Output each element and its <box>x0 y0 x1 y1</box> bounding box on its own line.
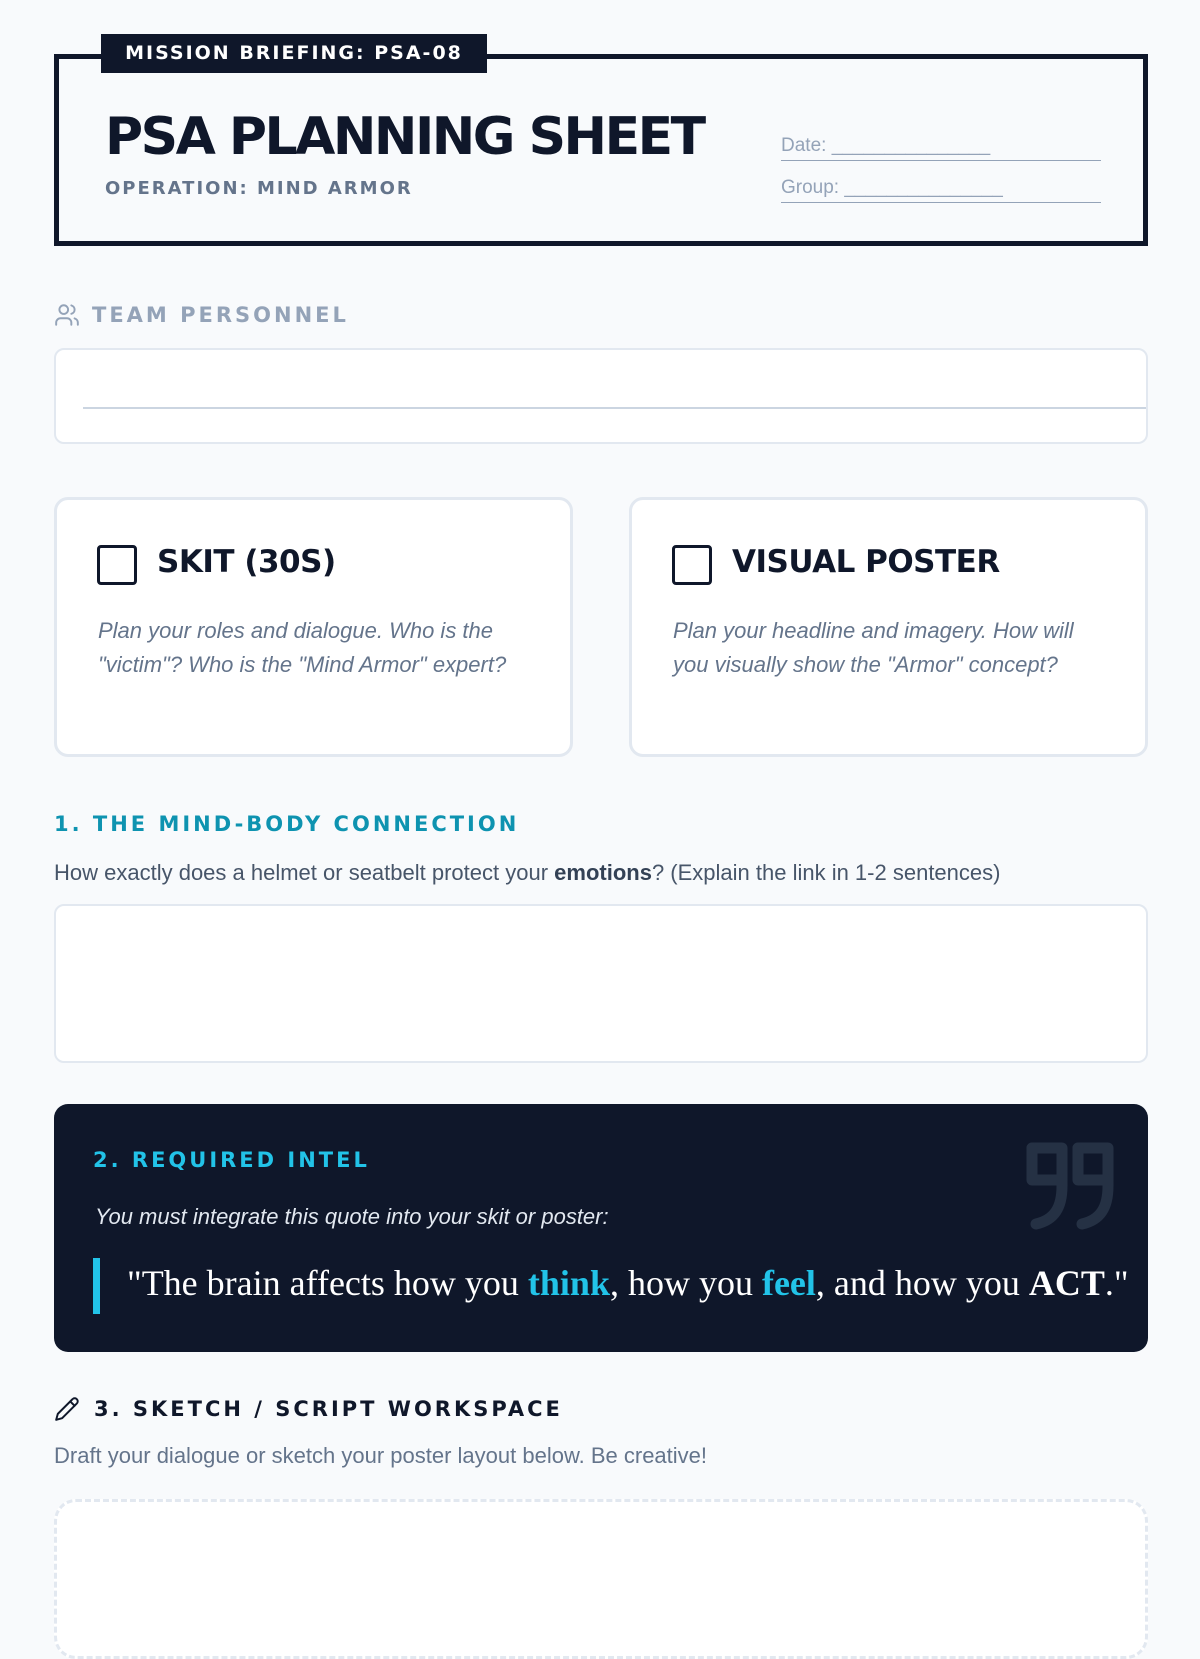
quote-part-1: "The brain affects how you <box>127 1263 528 1303</box>
poster-description: Plan your headline and imagery. How will you visually show the "Armor" concept? <box>673 618 1074 677</box>
workspace-heading <box>54 1396 563 1422</box>
poster-title: VISUAL POSTER <box>732 544 1000 580</box>
team-personnel-label: TEAM PERSONNEL <box>92 303 349 327</box>
quote-part-2: , how you <box>609 1263 762 1303</box>
users-icon <box>54 302 80 328</box>
mind-body-answer-field[interactable] <box>54 904 1148 1063</box>
page-title: PSA PLANNING SHEET <box>105 107 704 167</box>
question-text-post: ? (Explain the link in 1-2 sentences) <box>651 860 1001 885</box>
sketch-workspace-area[interactable] <box>54 1499 1148 1659</box>
quote-icon <box>1022 1136 1118 1232</box>
intel-instruction: You must integrate this quote into your skit or poster: <box>95 1204 609 1229</box>
skit-title: SKIT (30S) <box>157 544 336 580</box>
poster-checkbox[interactable] <box>672 545 712 585</box>
mind-body-question <box>54 860 1000 886</box>
pencil-icon <box>54 1396 80 1422</box>
quote-word-think: think <box>527 1263 610 1303</box>
skit-checkbox[interactable] <box>97 545 137 585</box>
question-bold-word: emotions <box>554 860 652 885</box>
quote-word-act: ACT <box>1028 1263 1105 1303</box>
quote-part-4: ." <box>1104 1263 1129 1303</box>
quote-part-3: , and how you <box>815 1263 1029 1303</box>
date-field[interactable]: Date: _______________ <box>781 132 1101 161</box>
option-card-skit[interactable] <box>54 497 573 757</box>
workspace-heading-label: 3. SKETCH / SCRIPT WORKSPACE <box>94 1397 563 1421</box>
operation-name: OPERATION: MIND ARMOR <box>105 178 413 199</box>
required-quote <box>127 1262 1129 1304</box>
skit-description: Plan your roles and dialogue. Who is the "victim"? Who is the "Mind Armor" expert? <box>98 618 507 677</box>
option-card-poster[interactable] <box>629 497 1148 757</box>
workspace-description: Draft your dialogue or sketch your poster layout below. Be creative! <box>54 1443 708 1468</box>
required-intel-heading: 2. REQUIRED INTEL <box>93 1148 370 1172</box>
quote-word-feel: feel <box>761 1263 816 1303</box>
mind-body-heading: 1. THE MIND-BODY CONNECTION <box>54 812 520 836</box>
team-personnel-heading <box>54 302 349 328</box>
header-box <box>54 54 1148 246</box>
quote-accent-bar <box>93 1258 100 1314</box>
required-intel-box <box>54 1104 1148 1352</box>
personnel-writing-line <box>83 407 1146 409</box>
question-text-pre: How exactly does a helmet or seatbelt protect your <box>54 860 555 885</box>
team-personnel-field[interactable] <box>54 348 1148 444</box>
briefing-tag: MISSION BRIEFING: PSA-08 <box>101 34 487 73</box>
group-field[interactable]: Group: _______________ <box>781 174 1101 203</box>
